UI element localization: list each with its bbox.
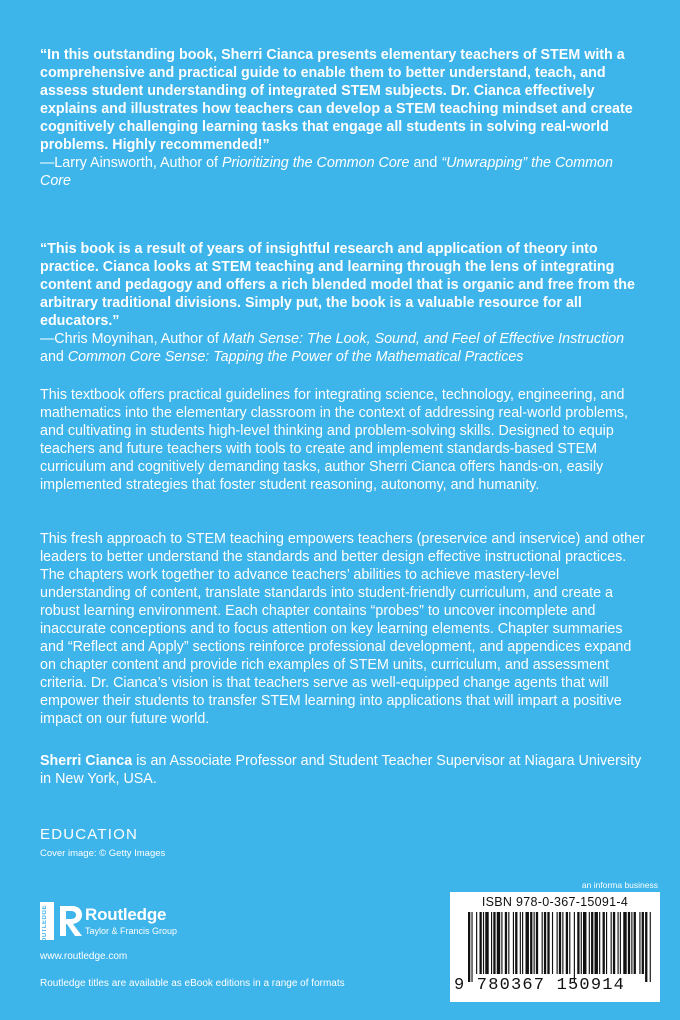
- barcode-bar: [650, 912, 651, 982]
- barcode-bar: [620, 912, 621, 974]
- barcode-bar: [536, 912, 538, 974]
- endorsement-1: [40, 46, 646, 190]
- barcode-bars: [466, 912, 652, 982]
- endorsement-2-quote: “This book is a result of years of insightful research and application of theory into practice. Cianca looks at STEM teaching and learning through the lens of integrating content and pedagogy and offers a rich blended model that is organic and free from the arbitrary traditional divisions. Simply put, the book is a valuable resource for all educators.”: [40, 241, 635, 329]
- routledge-spine-mark: [40, 902, 54, 948]
- endorsement-2-attribution: [40, 330, 646, 366]
- barcode-bar: [534, 912, 535, 974]
- endorsement-2-and: and: [40, 349, 68, 365]
- routledge-r-icon: [58, 904, 84, 938]
- barcode-bar: [611, 912, 612, 974]
- publisher-url[interactable]: www.routledge.com: [40, 951, 128, 962]
- barcode-bar: [547, 912, 549, 974]
- barcode-bar: [544, 912, 546, 974]
- barcode-bar: [491, 912, 492, 974]
- barcode-bar: [559, 912, 561, 974]
- publisher-name: Routledge: [85, 905, 167, 924]
- isbn-label: ISBN 978-0-367-15091-4: [481, 895, 629, 909]
- barcode-bar: [613, 912, 615, 974]
- endorsement-1-author: —Larry Ainsworth, Author of: [40, 155, 222, 171]
- barcode-bar: [552, 912, 553, 974]
- ebook-availability-note: Routledge titles are available as eBook editions in a range of formats: [40, 978, 345, 989]
- barcode-bar: [577, 912, 579, 974]
- barcode-bar: [515, 912, 517, 974]
- barcode-bar: [480, 912, 482, 974]
- barcode-bar: [574, 912, 575, 982]
- endorsement-1-and: and: [409, 155, 442, 171]
- informa-business-tag: an informa business: [581, 880, 658, 890]
- barcode-bar: [505, 912, 507, 974]
- barcode-bar: [628, 912, 630, 974]
- description-paragraph-2: This fresh approach to STEM teaching empowers teachers (preservice and inservice) and other leaders to better understand the standards and better design effective instructional practices. The chapters work together to advance teachers’ abilities to achieve mastery-level understanding of content, translate standards into student-friendly curriculum, and create a robust learning environment. Each chapter contains “probes” to uncover incomplete and inaccurate conceptions and to focus attention on key learning elements. Chapter summaries and “Reflect and Apply” sections reinforce professional development, and appendices expand on chapter content and provide rich examples of STEM units, curriculum, and assessment criteria. Dr. Cianca’s vision is that teachers serve as well-equipped change agents that will empower their students to transfer STEM learning into applications that will impart a positive impact on our future world.: [40, 531, 645, 727]
- endorsement-2: [40, 240, 646, 366]
- cover-image-credit: Cover image: © Getty Images: [40, 848, 166, 859]
- endorsement-1-book-title-2: “Unwrapping” the Common Core: [40, 155, 613, 189]
- barcode-bar: [468, 912, 470, 982]
- barcode-bar: [520, 912, 521, 974]
- barcode-bar: [634, 912, 636, 974]
- isbn-barcode: [450, 892, 660, 1002]
- barcode-bar: [618, 912, 619, 974]
- barcode-bar: [645, 912, 647, 982]
- author-name: Sherri Cianca: [40, 753, 133, 769]
- barcode-bar: [569, 912, 570, 974]
- barcode-bar: [493, 912, 495, 974]
- barcode-bar: [526, 912, 529, 974]
- barcode-bar: [606, 912, 607, 974]
- barcode-bar: [639, 912, 640, 974]
- endorsement-1-book-title-1: Prioritizing the Common Core: [221, 155, 410, 171]
- barcode-bar: [522, 912, 523, 974]
- barcode-bar: [603, 912, 605, 974]
- barcode-bar: [583, 912, 586, 974]
- barcode-bar: [599, 912, 600, 974]
- barcode-bar: [566, 912, 568, 974]
- barcode-bar: [508, 912, 509, 974]
- routledge-spine-text: ROUTLEDGE: [42, 905, 48, 948]
- barcode-bar: [476, 912, 477, 974]
- barcode-bar: [485, 912, 488, 974]
- barcode-bar: [501, 912, 502, 974]
- barcode-bar: [591, 912, 593, 974]
- barcode-bar: [589, 912, 590, 974]
- barcode-bar: [581, 912, 582, 974]
- barcode-bar: [562, 912, 563, 974]
- barcode-bar: [471, 912, 472, 982]
- endorsement-2-book-title-1: Math Sense: The Look, Sound, and Feel of Effective Instruction: [222, 331, 625, 347]
- barcode-bar: [642, 912, 644, 974]
- endorsement-1-attribution: [40, 154, 646, 190]
- author-bio-text: is an Associate Professor and Student Teacher Supervisor at Niagara University in New York, USA.: [40, 753, 642, 787]
- author-bio: [40, 752, 646, 788]
- barcode-bar: [557, 912, 558, 974]
- description-paragraph-1: This textbook offers practical guidelines for integrating science, technology, engineering, and mathematics into the elementary classroom in the context of addressing real-world problems, and cultivating in students high-level thinking and problem-solving skills. Designed to equip teachers and future teachers with tools to create and implement standards-based STEM curriculum and cognitively demanding tasks, author Sherri Cianca offers hands-on, easily implemented strategies that foster student reasoning, autonomy, and humanity.: [40, 387, 629, 493]
- barcode-bar: [631, 912, 632, 974]
- barcode-bar: [623, 912, 626, 974]
- barcode-bar: [483, 912, 484, 974]
- endorsement-1-quote: “In this outstanding book, Sherri Cianca presents elementary teachers of STEM with a comprehensive and practical guide to enable them to better understand, teach, and assess student understanding of integrated STEM subjects. Dr. Cianca effectively explains and illustrates how teachers can develop a STEM teaching mindset and create cognitively challenging learning tasks that engage all students in solving real-world problems. Highly recommended!”: [40, 47, 633, 153]
- barcode-bar: [595, 912, 598, 974]
- barcode-bar: [542, 912, 543, 974]
- endorsement-2-book-title-2: Common Core Sense: Tapping the Power of the Mathematical Practices: [67, 349, 524, 365]
- subject-category: EDUCATION: [40, 826, 139, 843]
- barcode-bar: [530, 912, 532, 974]
- barcode-bar: [513, 912, 514, 974]
- barcode-bar: [497, 912, 500, 974]
- barcode-digits: 9 780367 150914: [454, 976, 626, 995]
- endorsement-2-author: —Chris Moynihan, Author of: [40, 331, 223, 347]
- publisher-group: Taylor & Francis Group: [85, 926, 178, 936]
- routledge-logo: [40, 902, 180, 948]
